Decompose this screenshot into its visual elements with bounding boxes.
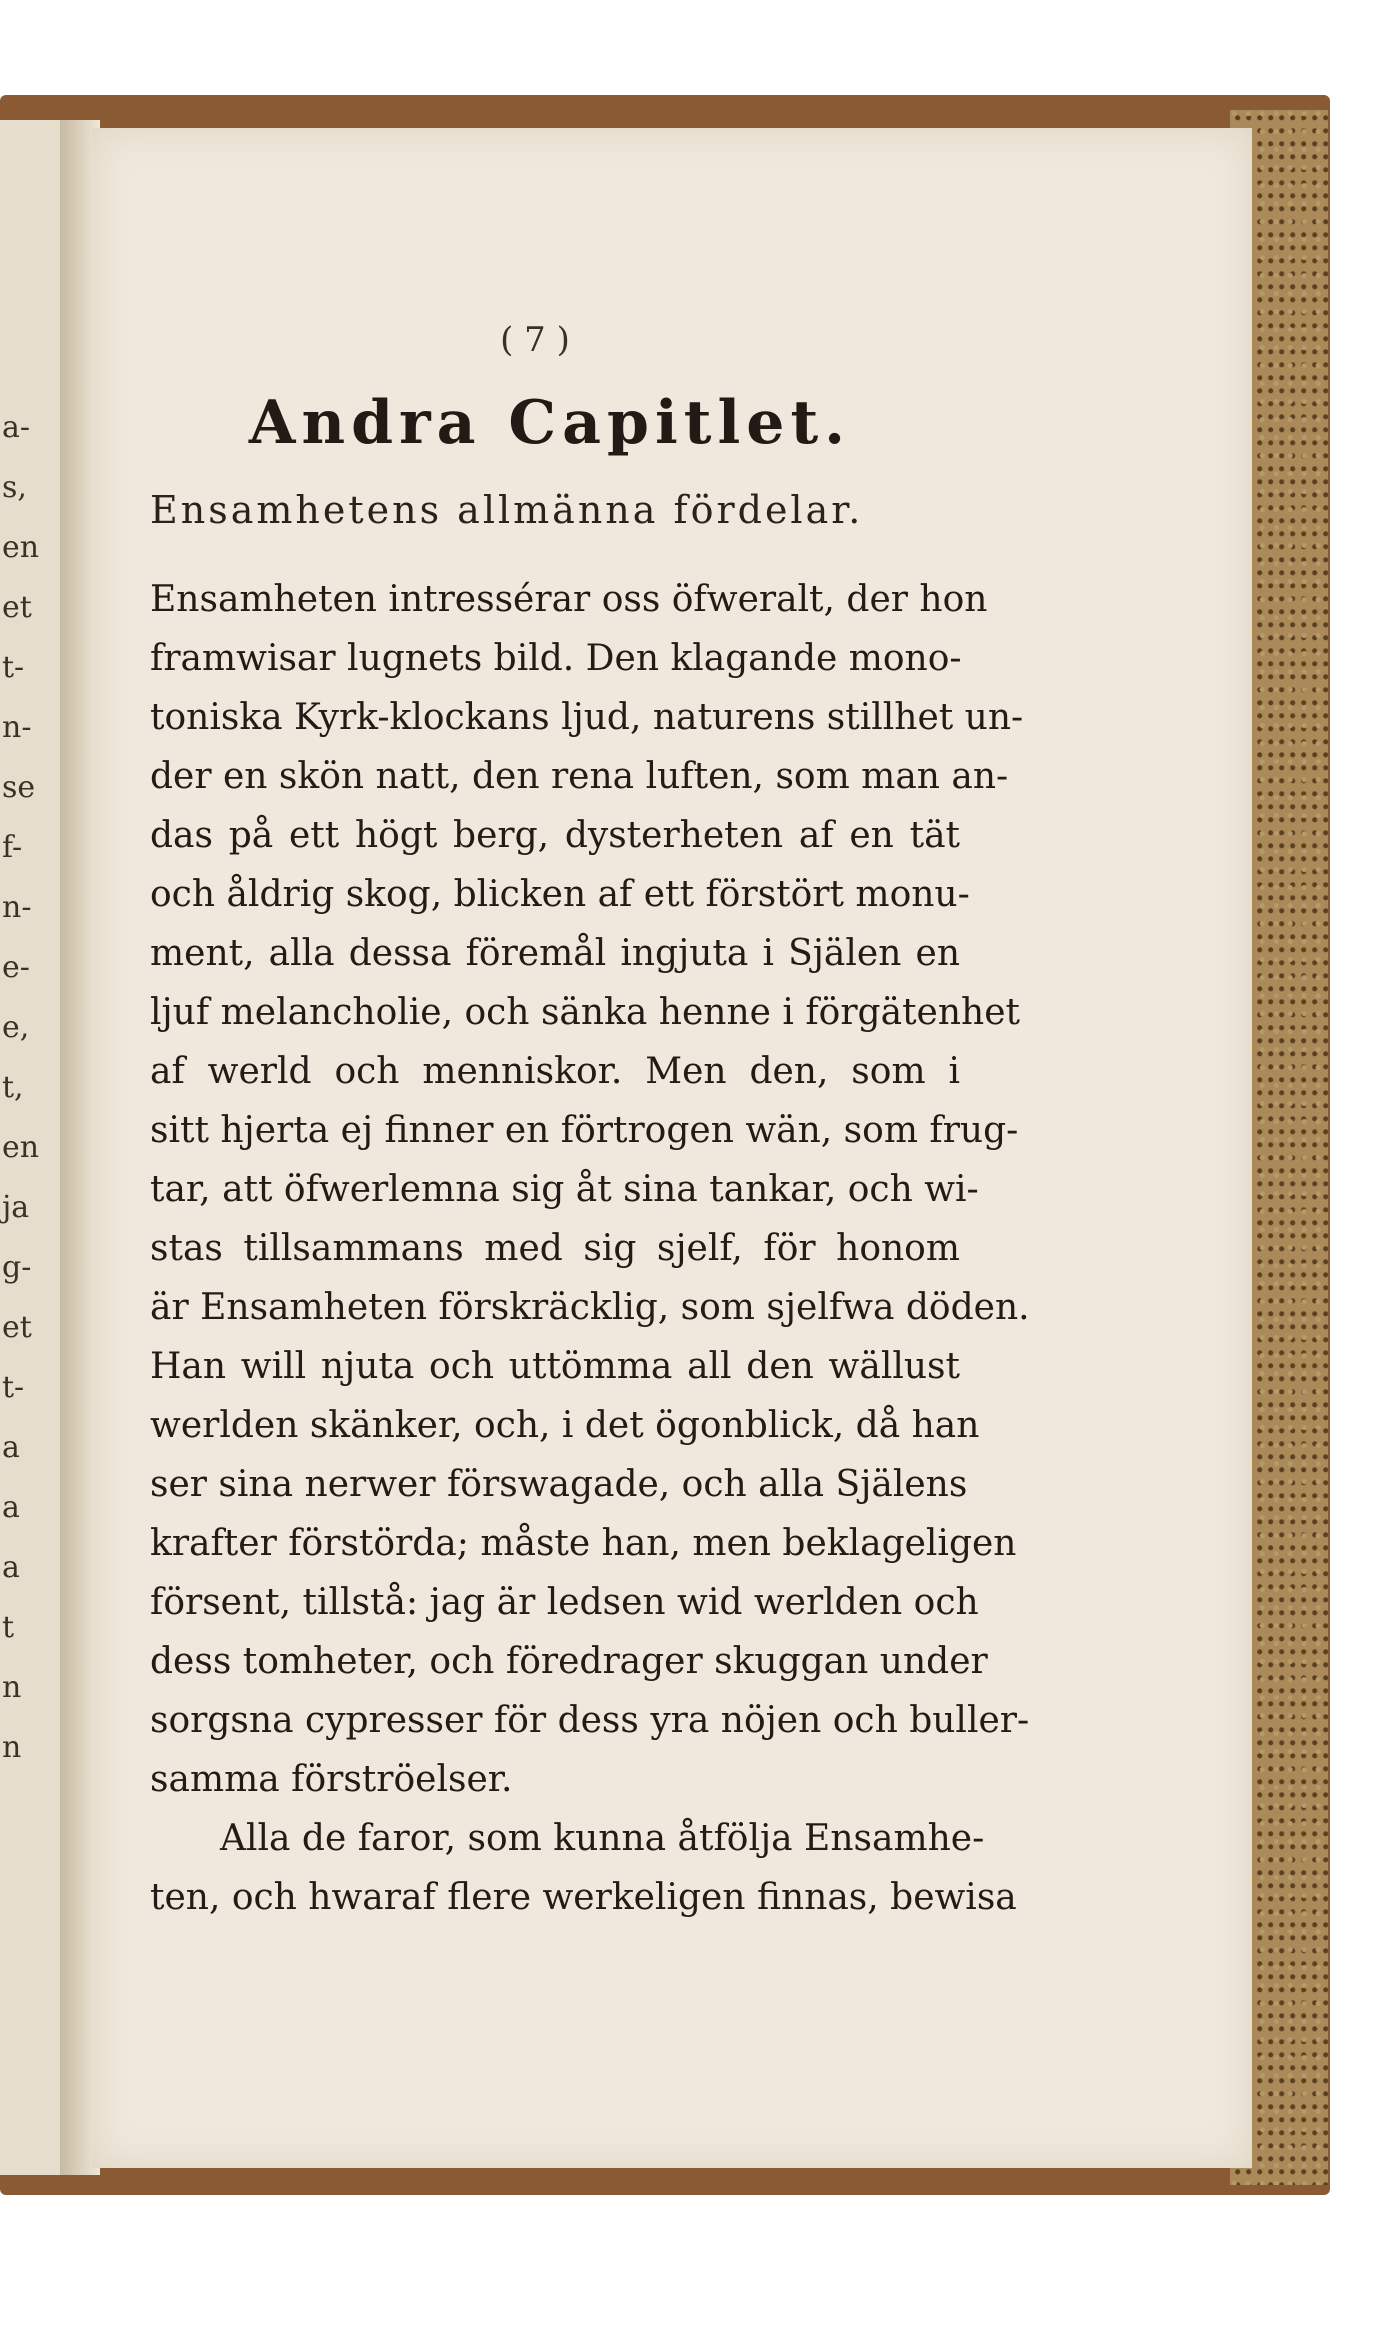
text-line: af werld och menniskor. Men den, som i: [150, 1051, 960, 1092]
text-line: werlden skänker, och, i det ögonblick, då han: [150, 1405, 980, 1446]
page-number: ( 7 ): [500, 320, 570, 360]
left-page-fragment: s,: [2, 470, 27, 505]
left-page-fragment: ja: [2, 1190, 30, 1225]
body-text: [150, 570, 1030, 1927]
left-page-fragment: et: [2, 1310, 32, 1345]
text-line: sorgsna cypresser för dess yra nöjen och buller-: [150, 1700, 1030, 1741]
left-page-fragment: a: [2, 1490, 20, 1525]
text-line: krafter förstörda; måste han, men beklageligen: [150, 1523, 1017, 1564]
left-page-fragment: n: [2, 1670, 22, 1705]
text-line: dess tomheter, och föredrager skuggan under: [150, 1641, 988, 1682]
text-line: framwisar lugnets bild. Den klagande mono-: [150, 638, 962, 679]
left-page-fragment: t-: [2, 650, 25, 685]
text-line: Han will njuta och uttömma all den wällust: [150, 1346, 960, 1387]
left-page-edge: [0, 120, 62, 2175]
left-page-fragment: se: [2, 770, 36, 805]
left-page-fragment: et: [2, 590, 32, 625]
left-page-fragment: t: [2, 1610, 15, 1645]
left-page-fragment: a-: [2, 410, 31, 445]
text-line: der en skön natt, den rena luften, som man an-: [150, 756, 1009, 797]
left-page-fragment: n-: [2, 890, 32, 925]
text-line: ment, alla dessa föremål ingjuta i Själen en: [150, 933, 960, 974]
left-page-fragment: f-: [2, 830, 23, 865]
text-line: är Ensamheten förskräcklig, som sjelfwa döden.: [150, 1287, 1030, 1328]
text-line: försent, tillstå: jag är ledsen wid werlden och: [150, 1582, 979, 1623]
text-line: och åldrig skog, blicken af ett förstört monu-: [150, 874, 970, 915]
left-page-fragment: n-: [2, 710, 32, 745]
left-page-fragment: t,: [2, 1070, 24, 1105]
text-line: ser sina nerwer förswagade, och alla Själens: [150, 1464, 968, 1505]
left-page-fragment: e-: [2, 950, 30, 985]
left-page-fragment: a: [2, 1550, 20, 1585]
chapter-subtitle: Ensamhetens allmänna fördelar.: [150, 488, 864, 532]
text-line: Alla de faror, som kunna åtfölja Ensamhe-: [220, 1818, 985, 1859]
text-line: ten, och hwaraf flere werkeligen finnas, bewisa: [150, 1877, 1017, 1918]
text-line: ljuf melancholie, och sänka henne i förgätenhet: [150, 992, 1020, 1033]
left-page-fragment: g-: [2, 1250, 32, 1285]
left-page-fragment: en: [2, 1130, 40, 1165]
text-line: stas tillsammans med sig sjelf, för honom: [150, 1228, 960, 1269]
left-page-fragment: n: [2, 1730, 22, 1765]
chapter-title: Andra Capitlet.: [248, 388, 852, 458]
left-page-fragment: a: [2, 1430, 20, 1465]
text-line: samma förströelser.: [150, 1759, 513, 1800]
left-page-fragment: t-: [2, 1370, 25, 1405]
text-line: das på ett högt berg, dysterheten af en tät: [150, 815, 960, 856]
text-line: tar, att öfwerlemna sig åt sina tankar, och wi-: [150, 1169, 979, 1210]
left-page-fragment: en: [2, 530, 40, 565]
text-line: sitt hjerta ej finner en förtrogen wän, som frug-: [150, 1110, 1019, 1151]
text-line: Ensamheten intressérar oss öfweralt, der hon: [150, 579, 988, 620]
left-page-fragment: e,: [2, 1010, 30, 1045]
text-line: toniska Kyrk-klockans ljud, naturens stillhet un-: [150, 697, 1024, 738]
